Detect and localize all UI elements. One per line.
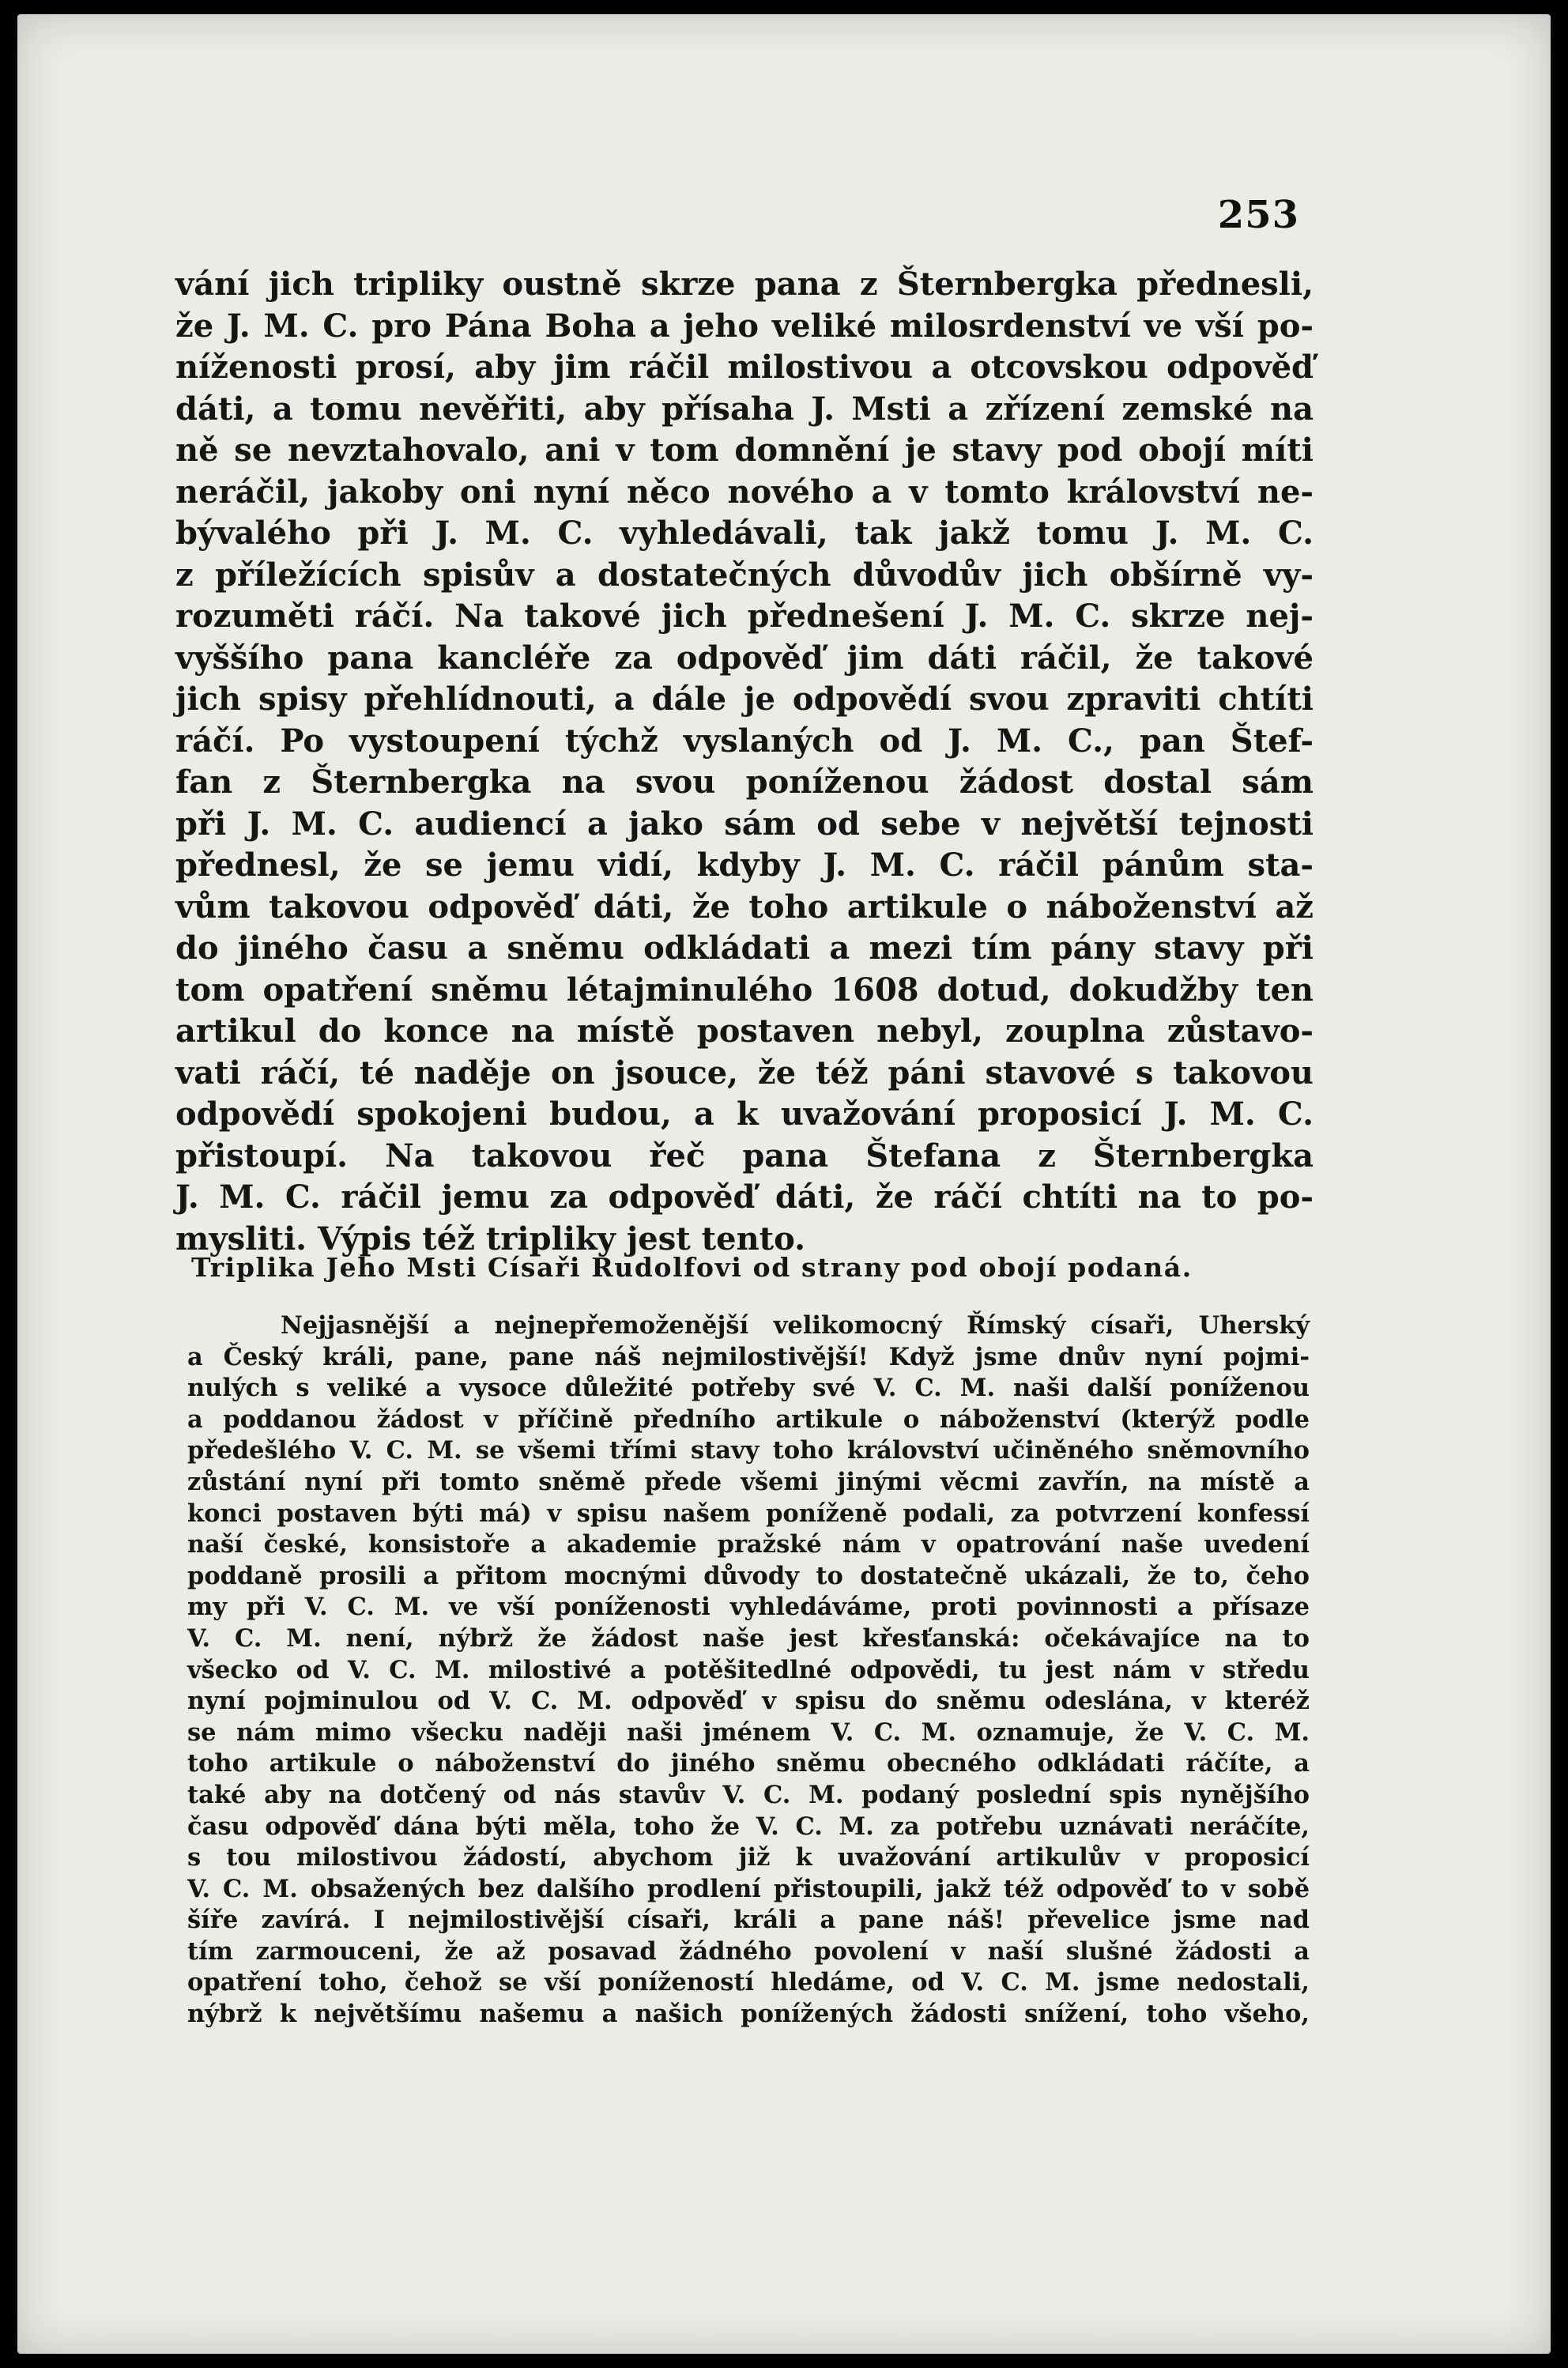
document-line: naší české, konsistoře a akademie pražské nám v opatrování naše uvedení [187,1530,1310,1559]
document-line: opatření toho, čehož se vší ponížeností hledáme, od V. C. M. jsme nedostali, [187,1968,1310,1997]
body-line: vům takovou odpověď dáti, že toho artikule o náboženství až [175,888,1314,926]
body-line: fan z Šternbergka na svou poníženou žádost dostal sám [175,764,1314,801]
document-line: tím zarmouceni, že až posavad žádného povolení v naší slušné žádosti a [187,1936,1310,1966]
body-line: vání jich tripliky oustně skrze pana z Šternbergka přednesli, [175,266,1314,303]
document-line: nyní pojminulou od V. C. M. odpověď v spisu do sněmu odeslána, v kteréž [187,1687,1310,1716]
document-text [187,1310,1310,2031]
document-line: šíře zavírá. I nejmilostivější císaři, králi a pane náš! převelice jsme nad [187,1906,1310,1935]
body-line: tom opatření sněmu létajminulého 1608 dotud, dokudžby ten [175,971,1314,1009]
document-line: také aby na dotčený od nás stavův V. C. M. podaný poslední spis nynějšího [187,1780,1310,1809]
document-line: toho artikule o náboženství do jiného sněmu obecného odkládati ráčíte, a [187,1749,1310,1778]
document-line: V. C. M. není, nýbrž že žádost naše jest křesťanská: očekávajíce na to [187,1623,1310,1653]
document-line: my při V. C. M. ve vší poníženosti vyhledáváme, proti povinnosti a přísaze [187,1593,1310,1622]
body-line: artikul do konce na místě postaven nebyl, zouplna zůstavo- [175,1012,1314,1050]
document-line: nulých s veliké a vysoce důležité potřeby své V. C. M. naši další poníženou [187,1374,1310,1403]
body-paragraph [175,264,1314,1260]
body-line: neráčil, jakoby oni nyní něco nového a v tomto království ne- [175,473,1314,511]
document-line: všecko od V. C. M. milostivé a potěšitedlné odpovědi, tu jest nám v středu [187,1655,1310,1684]
body-line: přednesl, že se jemu vidí, kdyby J. M. C. ráčil pánům sta- [175,847,1314,884]
body-line: bývalého při J. M. C. vyhledávali, tak jakž tomu J. M. C. [175,515,1314,552]
document-line: zůstání nyní při tomto sněmě přede všemi jinými věcmi zavřín, na místě a [187,1467,1310,1496]
body-line: dáti, a tomu nevěřiti, aby přísaha J. Msti a zřízení zemské na [175,390,1314,428]
book-page [17,14,1551,2354]
section-heading: Triplika Jeho Msti Císaři Rudolfovi od strany pod obojí podaná. [191,1252,1193,1283]
body-line: že J. M. C. pro Pána Boha a jeho veliké milosrdenství ve vší po- [175,307,1314,345]
page-number: 253 [1217,193,1299,237]
body-line: J. M. C. ráčil jemu za odpověď dáti, že ráčí chtíti na to po- [175,1178,1314,1216]
body-line: rozuměti ráčí. Na takové jich přednešení J. M. C. skrze nej- [175,598,1314,635]
document-line: V. C. M. obsažených bez dalšího prodlení přistoupili, jakž též odpověď to v sobě [187,1874,1310,1903]
document-line: Nejjasnější a nejnepřemoženější velikomocný Římský císaři, Uherský [281,1311,1310,1340]
body-line: mysliti. Výpis též tripliky jest tento. [175,1220,806,1258]
body-line: vati ráčí, té naděje on jsouce, že též páni stavové s takovou [175,1054,1314,1092]
body-line: ně se nevztahovalo, ani v tom domnění je stavy pod obojí míti [175,432,1314,469]
body-line: jich spisy přehlídnouti, a dále je odpovědí svou zpraviti chtíti [175,681,1314,718]
body-line: do jiného času a sněmu odkládati a mezi tím pány stavy při [175,929,1314,967]
document-line: času odpověď dána býti měla, toho že V. C. M. za potřebu uznávati neráčíte, [187,1812,1310,1841]
body-line: vyššího pana kancléře za odpověď jim dáti ráčil, že takové [175,639,1314,677]
document-line: s tou milostivou žádostí, abychom již k uvažování artikulův v proposicí [187,1843,1310,1872]
body-line: níženosti prosí, aby jim ráčil milostivou a otcovskou odpověď [175,349,1314,386]
body-line: při J. M. C. audiencí a jako sám od sebe v největší tejnosti [175,805,1314,843]
document-line: se nám mimo všecku naději naši jménem V. C. M. oznamuje, že V. C. M. [187,1718,1310,1747]
document-line: konci postaven býti má) v spisu našem poníženě podali, za potvrzení konfessí [187,1499,1310,1528]
body-line: přistoupí. Na takovou řeč pana Štefana z Šternbergka [175,1137,1314,1175]
body-line: z příležících spisův a dostatečných důvodův jich obšírně vy- [175,556,1314,594]
document-line: předešlého V. C. M. se všemi třími stavy toho království učiněného sněmovního [187,1436,1310,1465]
document-line: poddaně prosili a přitom mocnými důvody to dostatečně ukázali, že to, čeho [187,1561,1310,1590]
body-line: ráčí. Po vystoupení týchž vyslaných od J. M. C., pan Štef- [175,722,1314,760]
document-line: a Český králi, pane, pane náš nejmilostivější! Když jsme dnův nyní pojmi- [187,1342,1310,1371]
document-line: nýbrž k největšímu našemu a našich ponížených žádosti snížení, toho všeho, [187,2000,1310,2029]
document-line: a poddanou žádost v příčině předního artikule o náboženství (kterýž podle [187,1405,1310,1434]
body-line: odpovědí spokojeni budou, a k uvažování proposicí J. M. C. [175,1095,1314,1133]
